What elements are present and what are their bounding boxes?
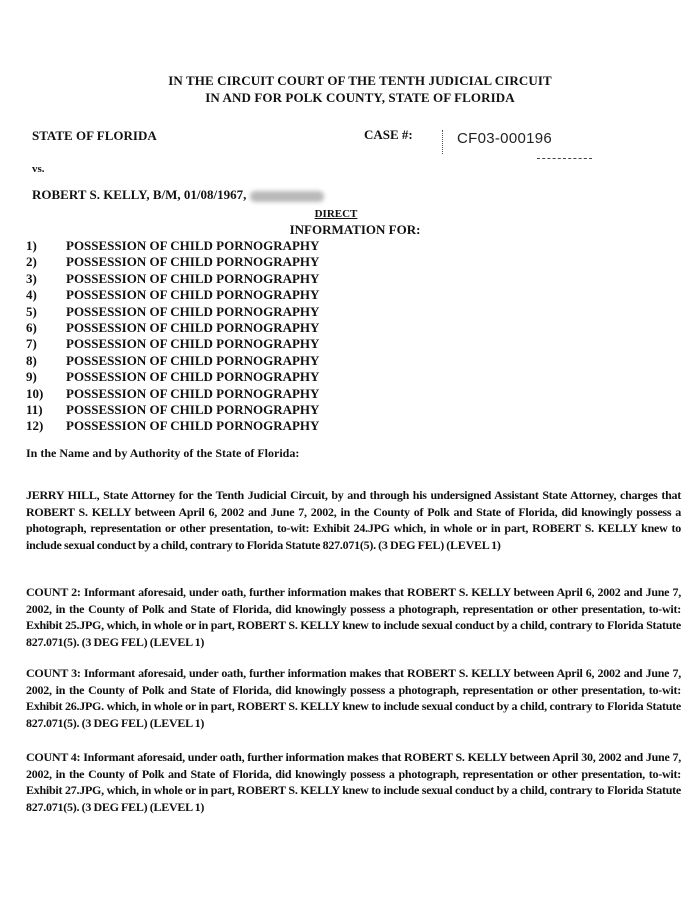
charge-text: POSSESSION OF CHILD PORNOGRAPHY bbox=[66, 336, 320, 352]
charge-item bbox=[26, 386, 406, 402]
redaction-blur bbox=[250, 191, 324, 202]
information-title-for: INFORMATION FOR: bbox=[289, 222, 421, 237]
charge-text: POSSESSION OF CHILD PORNOGRAPHY bbox=[66, 238, 320, 253]
defendant-line bbox=[32, 187, 324, 203]
charge-text: POSSESSION OF CHILD PORNOGRAPHY bbox=[66, 385, 320, 401]
charge-text: POSSESSION OF CHILD PORNOGRAPHY bbox=[66, 303, 320, 319]
charge-number: 9) bbox=[26, 369, 37, 385]
case-number-stamp bbox=[442, 128, 592, 166]
charge-number: 12) bbox=[26, 418, 44, 434]
charge-text: POSSESSION OF CHILD PORNOGRAPHY bbox=[66, 418, 320, 434]
charge-text: POSSESSION OF CHILD PORNOGRAPHY bbox=[66, 254, 320, 270]
count-1-paragraph: JERRY HILL, State Attorney for the Tenth Judicial Circuit, by and through his undersigned Assistant State Attorney, charges that ROBERT S. KELLY between April 6, 2002 and June 7, 2002, in the County of Polk and State of Florida, did knowingly possess a photograph, representation or other presentation, to-wit: Exhibit 24.JPG which, in whole or in part, ROBERT S. KELLY knew to include sexual conduct by a child, contrary to Florida Statute 827.071(5). (3 DEG FEL) (LEVEL 1) bbox=[26, 488, 681, 552]
versus-label: vs. bbox=[32, 163, 45, 175]
charge-item bbox=[26, 238, 406, 254]
charge-item bbox=[26, 254, 406, 270]
charge-item bbox=[26, 418, 406, 434]
charge-item bbox=[26, 369, 406, 385]
charge-item bbox=[26, 304, 406, 320]
plaintiff-label: STATE OF FLORIDA bbox=[32, 128, 157, 143]
information-title bbox=[280, 207, 430, 237]
charge-text: POSSESSION OF CHILD PORNOGRAPHY bbox=[66, 319, 320, 335]
charge-number: 1) bbox=[26, 238, 37, 253]
court-header-line-2: IN AND FOR POLK COUNTY, STATE OF FLORIDA bbox=[205, 90, 515, 105]
count-3-paragraph: COUNT 3: Informant aforesaid, under oath, further information makes that ROBERT S. KELLY between April 6, 2002 and June 7, 2002, in the County of Polk and State of Florida, did knowingly possess a photograph, representation or other presentation, to-wit: Exhibit 26.JPG. which, in whole or in part, ROBERT S. KELLY knew to include sexual conduct by a child, contrary to Florida Statute 827.071(5). (3 DEG FEL) (LEVEL 1) bbox=[26, 666, 681, 730]
charge-number: 6) bbox=[26, 319, 37, 335]
charge-item bbox=[26, 320, 406, 336]
charge-number: 7) bbox=[26, 336, 37, 352]
case-number: CF03-000196 bbox=[457, 130, 553, 147]
charge-item bbox=[26, 271, 406, 287]
charges-list bbox=[26, 238, 406, 435]
charge-text: POSSESSION OF CHILD PORNOGRAPHY bbox=[66, 369, 320, 385]
count-2-paragraph: COUNT 2: Informant aforesaid, under oath, further information makes that ROBERT S. KELLY between April 6, 2002 and June 7, 2002, in the County of Polk and State of Florida, did knowingly possess a photograph, representation or other presentation, to-wit: Exhibit 25.JPG, which, in whole or in part, ROBERT S. KELLY knew to include sexual conduct by a child, contrary to Florida Statute 827.071(5). (3 DEG FEL) (LEVEL 1) bbox=[26, 585, 681, 649]
charge-text: POSSESSION OF CHILD PORNOGRAPHY bbox=[66, 401, 320, 417]
stamp-mark bbox=[442, 130, 443, 154]
authority-statement: In the Name and by Authority of the State of Florida: bbox=[26, 446, 300, 460]
charge-number: 11) bbox=[26, 401, 43, 417]
defendant-name: ROBERT S. KELLY, B/M, 01/08/1967, bbox=[32, 187, 247, 202]
court-header bbox=[0, 72, 700, 106]
charge-item bbox=[26, 287, 406, 303]
charge-number: 3) bbox=[26, 270, 37, 286]
count-4-paragraph: COUNT 4: Informant aforesaid, under oath, further information makes that ROBERT S. KELLY between April 30, 2002 and June 7, 2002, in the County of Polk and State of Florida, did knowingly possess a photograph, representation or other presentation, to-wit: Exhibit 27.JPG, which, in whole or in part, ROBERT S. KELLY knew to include sexual conduct by a child, contrary to Florida Statute 827.071(5). (3 DEG FEL) (LEVEL 1) bbox=[26, 750, 681, 814]
charge-number: 5) bbox=[26, 303, 37, 319]
charge-number: 4) bbox=[26, 287, 37, 303]
charge-number: 2) bbox=[26, 254, 37, 270]
court-header-line-1: IN THE CIRCUIT COURT OF THE TENTH JUDICIAL CIRCUIT bbox=[168, 73, 552, 88]
case-label: CASE #: bbox=[364, 127, 413, 142]
charge-number: 10) bbox=[26, 385, 44, 401]
stamp-underline bbox=[537, 158, 592, 159]
charge-text: POSSESSION OF CHILD PORNOGRAPHY bbox=[66, 287, 320, 303]
information-title-direct: DIRECT bbox=[314, 208, 358, 220]
charge-number: 8) bbox=[26, 352, 37, 368]
charge-text: POSSESSION OF CHILD PORNOGRAPHY bbox=[66, 270, 320, 286]
charge-item bbox=[26, 402, 406, 418]
charge-item bbox=[26, 353, 406, 369]
charge-item bbox=[26, 336, 406, 352]
charge-text: POSSESSION OF CHILD PORNOGRAPHY bbox=[66, 352, 320, 368]
